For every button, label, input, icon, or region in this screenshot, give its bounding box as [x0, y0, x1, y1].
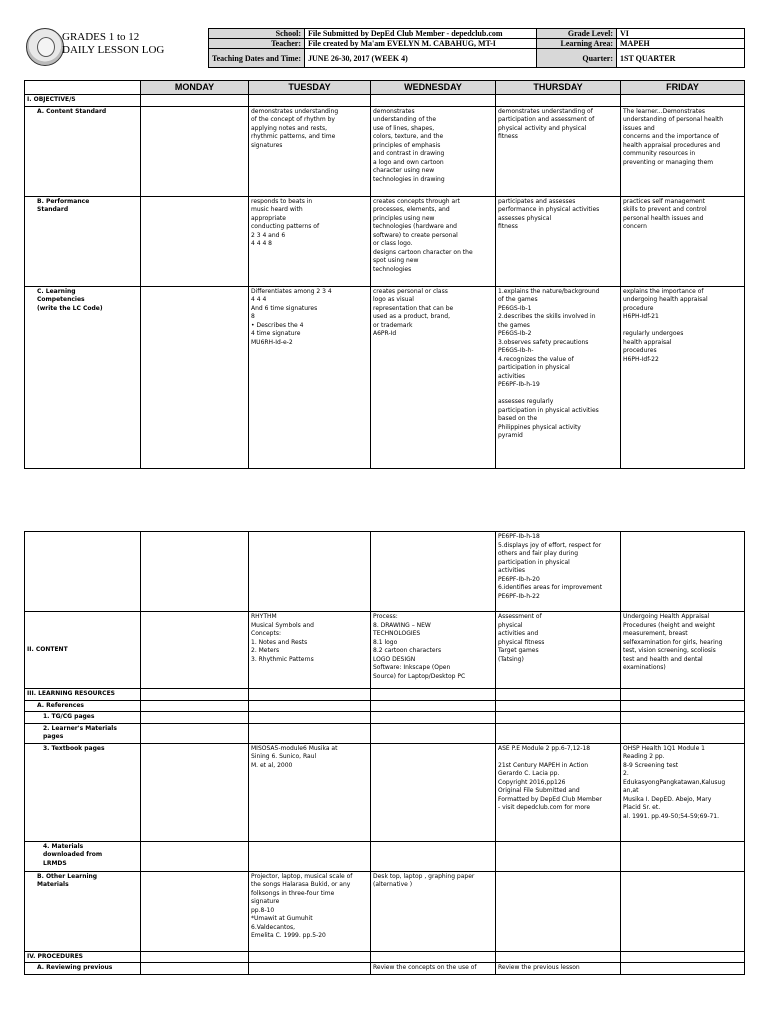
textbook-pages-tuesday: MISOSA5-module6 Musika at Sining 6. Sunico, Raul M. et al, 2000	[249, 743, 371, 841]
learning-competencies-friday: explains the importance of undergoing health appraisal procedure H6PH-Idf-21 regularly undergoes health appraisal procedures H6PH-Idf-22	[621, 286, 745, 468]
content-standard-label: A. Content Standard	[25, 106, 141, 196]
content-label: II. CONTENT	[25, 612, 141, 689]
school-value: File Submitted by DepEd Club Member - depedclub.com	[305, 29, 537, 39]
lrmds-materials-label: 4. Materials downloaded from LRMDS	[25, 841, 141, 871]
performance-standard-tuesday: responds to beats in music heard with appropriate conducting patterns of 2 3 4 and 6 4 4 4 8	[249, 196, 371, 286]
competencies-continued-thursday: PE6PF-Ib-h-18 5.displays joy of effort, respect for others and fair play during participation in physical activities PE6PF-Ib-h-20 6.identifies areas for improvement PE6PF-Ib-h-22	[496, 532, 621, 612]
grade-level-label: Grade Level:	[537, 29, 617, 39]
title-line-2: DAILY LESSON LOG	[62, 44, 165, 56]
content-friday: Undergoing Health Appraisal Procedures (height and weight measurement, breast selfexamination for girls, hearing test, vision screening, scoliosis test and health and dental examinations)	[621, 612, 745, 689]
content-standard-wednesday: demonstrates understanding of the use of lines, shapes, colors, texture, and the principles of emphasis and contrast in drawing a logo and own cartoon character using new technologies in drawing	[371, 106, 496, 196]
quarter-value: 1ST QUARTER	[617, 49, 745, 68]
procedures-heading: IV. PROCEDURES	[25, 951, 141, 963]
other-materials-wednesday: Desk top, laptop , graphing paper (alternative )	[371, 871, 496, 951]
quarter-label: Quarter:	[537, 49, 617, 68]
reviewing-previous-label: A. Reviewing previous	[25, 963, 141, 975]
references-label: A. References	[25, 700, 141, 712]
objectives-heading: I. OBJECTIVE/S	[25, 95, 141, 107]
grade-level-value: VI	[617, 29, 745, 39]
textbook-pages-label: 3. Textbook pages	[25, 743, 141, 841]
other-learning-materials-label: B. Other Learning Materials	[25, 871, 141, 951]
performance-standard-label: B. Performance Standard	[25, 196, 141, 286]
learners-materials-label: 2. Learner's Materials pages	[25, 723, 141, 743]
teacher-value: File created by Ma'am EVELYN M. CABAHUG, MT-I	[305, 39, 537, 49]
teacher-label: Teacher:	[209, 39, 305, 49]
content-standard-tuesday: demonstrates understanding of the concept of rhythm by applying notes and rests, rhythmic patterns, and time signatures	[249, 106, 371, 196]
performance-standard-wednesday: creates concepts through art processes, elements, and principles using new technologies (hardware and software) to create personal or class logo. designs cartoon character on the spot using new technologies	[371, 196, 496, 286]
title-line-1: GRADES 1 to 12	[62, 31, 140, 43]
performance-standard-friday: practices self management skills to prevent and control personal health issues and concern	[621, 196, 745, 286]
textbook-pages-friday: OHSP Health 1Q1 Module 1 Reading 2 pp. 8-9 Screening test 2. EdukasyongPangkatawan,Kalusug an,at Musika I. DepED. Abejo, Mary Placid Sr. et. al. 1991. pp.49-50;54-59;69-71.	[621, 743, 745, 841]
teaching-dates-label: Teaching Dates and Time:	[209, 49, 305, 68]
content-wednesday: Process: 8. DRAWING – NEW TECHNOLOGIES 8.1 logo 8.2 cartoon characters LOGO DESIGN Software: Inkscape (Open Source) for Laptop/Desktop PC	[371, 612, 496, 689]
lesson-log-table-page-2	[24, 531, 745, 975]
content-standard-friday: The learner...Demonstrates understanding of personal health issues and concerns and the importance of health appraisal procedures and community resources in preventing or managing them	[621, 106, 745, 196]
day-tuesday: TUESDAY	[249, 81, 371, 95]
textbook-pages-thursday: ASE P.E Module 2 pp.6-7,12-18 21st Century MAPEH in Action Gerardo C. Lacia pp. Copyright 2016,pp126 Original File Submitted and Formatted by DepEd Club Member - visit depedclub.com for more	[496, 743, 621, 841]
learning-competencies-label: C. Learning Competencies (write the LC Code)	[25, 286, 141, 468]
day-wednesday: WEDNESDAY	[371, 81, 496, 95]
deped-seal-icon	[26, 28, 64, 66]
learning-resources-heading: III. LEARNING RESOURCES	[25, 689, 141, 701]
reviewing-wednesday: Review the concepts on the use of	[371, 963, 496, 975]
teaching-dates-value: JUNE 26-30, 2017 (WEEK 4)	[305, 49, 537, 68]
learning-competencies-thursday: 1.explains the nature/background of the games PE6GS-Ib-1 2.describes the skills involved in the games PE6GS-Ib-2 3.observes safety precautions PE6GS-Ib-h- 4.recognizes the value of participation in physical activities PE6PF-Ib-h-19 assesses regularly participation in physical activities based on the Philippines physical activity pyramid	[496, 286, 621, 468]
performance-standard-thursday: participates and assesses performance in physical activities assesses physical fitness	[496, 196, 621, 286]
learning-competencies-tuesday: Differentiates among 2 3 4 4 4 4 And 6 time signatures 8 • Describes the 4 4 time signature MU6RH-Id-e-2	[249, 286, 371, 468]
header-info-table	[208, 28, 745, 68]
content-tuesday: RHYTHM Musical Symbols and Concepts: 1. Notes and Rests 2. Meters 3. Rhythmic Patterns	[249, 612, 371, 689]
day-thursday: THURSDAY	[496, 81, 621, 95]
content-thursday: Assessment of physical activities and physical fitness Target games (Tatsing)	[496, 612, 621, 689]
school-label: School:	[209, 29, 305, 39]
day-monday: MONDAY	[141, 81, 249, 95]
learning-competencies-wednesday: creates personal or class logo as visual representation that can be used as a product, brand, or trademark A6PR-Id	[371, 286, 496, 468]
learning-area-value: MAPEH	[617, 39, 745, 49]
tg-cg-pages-label: 1. TG/CG pages	[25, 712, 141, 724]
day-friday: FRIDAY	[621, 81, 745, 95]
other-materials-tuesday: Projector, laptop, musical scale of the songs Halarasa Bukid, or any folksongs in three-four time signature pp.8-10 *Umawit at Gumuhit 6.Valdecantos, Emelita C. 1999. pp.5-20	[249, 871, 371, 951]
content-standard-thursday: demonstrates understanding of participation and assessment of physical activity and physical fitness	[496, 106, 621, 196]
lesson-log-table-page-1	[24, 80, 745, 469]
learning-area-label: Learning Area:	[537, 39, 617, 49]
reviewing-thursday: Review the previous lesson	[496, 963, 621, 975]
